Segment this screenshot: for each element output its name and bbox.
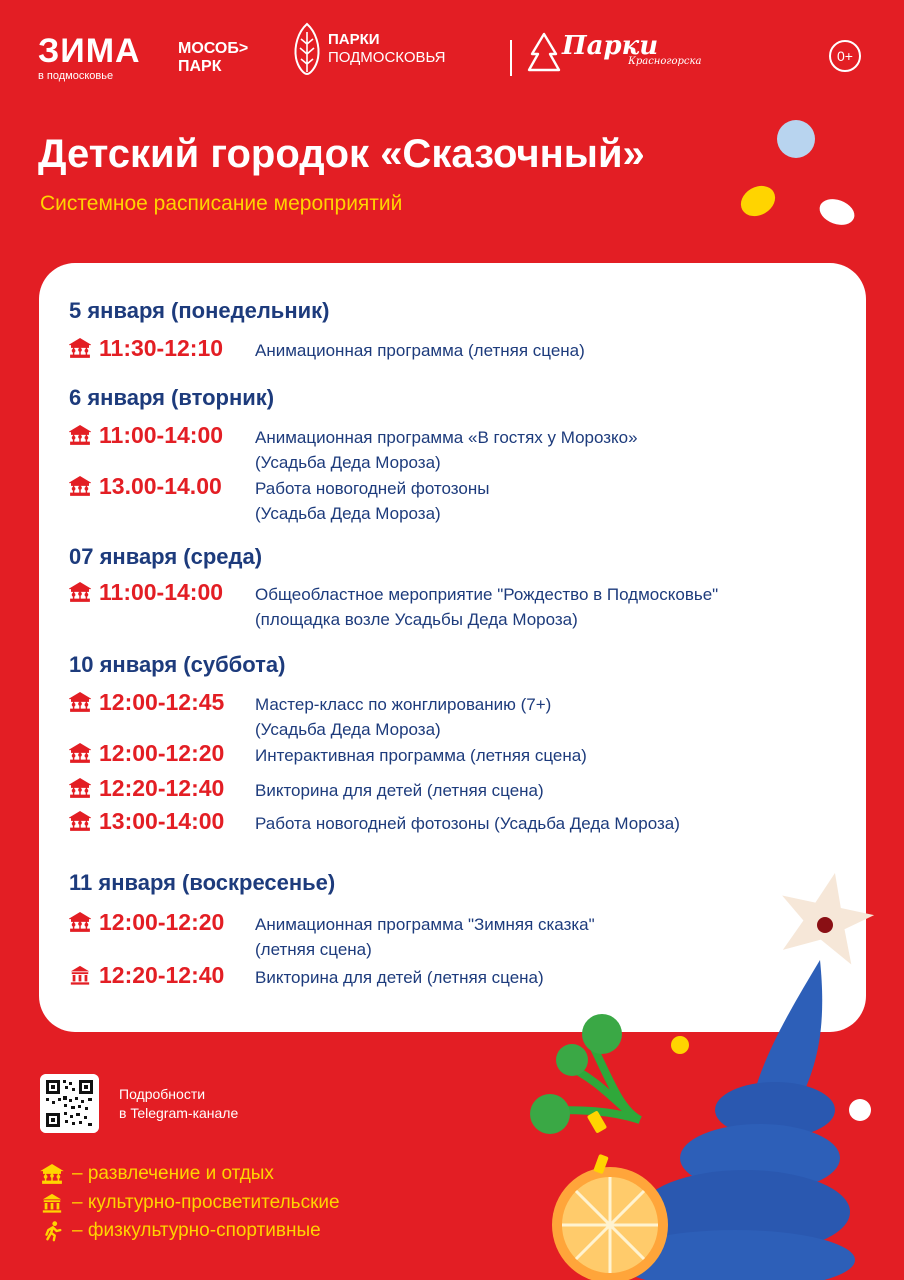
telegram-caption-line2: в Telegram-канале xyxy=(119,1105,239,1121)
legend-item xyxy=(40,1219,321,1243)
schedule-row xyxy=(69,421,638,472)
carousel-icon xyxy=(69,424,91,446)
tree-emblem-icon xyxy=(526,32,562,74)
event-time: 12:20-12:40 xyxy=(99,775,225,801)
event-description xyxy=(255,476,489,526)
krasnogorsk-logo-sub: Красногорска xyxy=(628,56,702,67)
event-description-line: (Усадьба Деда Мороза) xyxy=(255,453,441,472)
event-description xyxy=(255,582,718,632)
event-description xyxy=(255,743,587,768)
event-time: 11:00-14:00 xyxy=(99,579,224,605)
event-time: 12:00-12:45 xyxy=(99,689,225,715)
telegram-caption xyxy=(119,1085,238,1123)
decorative-dots xyxy=(736,115,866,230)
carousel-icon xyxy=(69,691,91,713)
event-description-line: (Усадьба Деда Мороза) xyxy=(255,504,441,523)
event-description-line: (площадка возле Усадьбы Деда Мороза) xyxy=(255,610,578,629)
event-description-line: Викторина для детей (летняя сцена) xyxy=(255,968,544,987)
schedule-card xyxy=(39,263,866,1032)
event-description xyxy=(255,425,638,475)
carousel-icon xyxy=(69,911,91,933)
event-time: 12:00-12:20 xyxy=(99,909,225,935)
carousel-icon xyxy=(69,475,91,497)
event-time: 12:20-12:40 xyxy=(99,962,225,988)
event-description-line: Анимационная программа (летняя сцена) xyxy=(255,341,585,360)
schedule-row xyxy=(69,472,490,523)
carousel-icon xyxy=(69,581,91,603)
qr-code[interactable] xyxy=(40,1074,99,1133)
event-description-line: Интерактивная программа (летняя сцена) xyxy=(255,746,587,765)
mosoblpark-logo-line1: МОСОБ> xyxy=(178,40,249,57)
runner-icon xyxy=(40,1220,64,1242)
parki-krasnogorska-logo xyxy=(526,32,701,74)
event-description-line: Общеобластное мероприятие "Рождество в Подмосковье" xyxy=(255,585,719,604)
event-description-line: (летняя сцена) xyxy=(255,940,372,959)
carousel-icon xyxy=(69,337,91,359)
event-description xyxy=(255,965,544,990)
legend-item xyxy=(40,1191,340,1215)
parki-logo-line1: ПАРКИ xyxy=(328,31,380,48)
event-description-line: Анимационная программа «В гостях у Морозко» xyxy=(255,428,638,447)
age-rating-badge: 0+ xyxy=(829,40,861,72)
mosoblpark-logo xyxy=(178,40,248,76)
event-description-line: Мастер-класс по жонглированию (7+) xyxy=(255,695,552,714)
zima-logo-subtitle: в подмосковье xyxy=(38,70,114,82)
mosoblpark-logo-line2: ПАРК xyxy=(178,58,222,75)
museum-icon xyxy=(40,1192,64,1214)
event-description-line: Работа новогодней фотозоны (Усадьба Деда Мороза) xyxy=(255,814,680,833)
event-description xyxy=(255,338,585,363)
day-heading: 6 января (вторник) xyxy=(69,385,275,410)
carousel-icon xyxy=(69,742,91,764)
legend-item xyxy=(40,1162,274,1186)
legend-label: – развлечение и отдых xyxy=(72,1163,274,1184)
day-heading: 11 января (воскресенье) xyxy=(69,870,336,895)
carousel-icon xyxy=(69,810,91,832)
schedule-row xyxy=(69,739,587,767)
day-heading: 07 января (среда) xyxy=(69,544,263,569)
event-description-line: (Усадьба Деда Мороза) xyxy=(255,720,441,739)
telegram-caption-line1: Подробности xyxy=(119,1086,206,1102)
event-description xyxy=(255,692,551,742)
schedule-row xyxy=(69,688,552,739)
event-time: 12:00-12:20 xyxy=(99,740,225,766)
event-description xyxy=(255,778,544,803)
krasnogorsk-logo-script: Парки xyxy=(562,31,659,61)
event-description-line: Анимационная программа "Зимняя сказка" xyxy=(255,915,595,934)
museum-icon xyxy=(69,964,91,986)
event-time: 13.00-14.00 xyxy=(99,473,222,499)
event-time: 11:00-14:00 xyxy=(99,422,224,448)
carousel-icon xyxy=(69,777,91,799)
schedule-row xyxy=(69,807,680,835)
schedule-row xyxy=(69,334,585,362)
event-description-line: Работа новогодней фотозоны xyxy=(255,479,490,498)
zima-logo-title: ЗИМА xyxy=(38,32,141,70)
day-heading: 10 января (суббота) xyxy=(69,652,286,677)
event-time: 13:00-14:00 xyxy=(99,808,225,834)
event-description xyxy=(255,811,680,836)
leaf-emblem-icon xyxy=(292,22,322,76)
schedule-row xyxy=(69,578,719,629)
logo-divider xyxy=(510,40,512,76)
parki-podmoskovya-logo xyxy=(292,22,446,76)
carousel-icon xyxy=(40,1163,64,1185)
zima-logo xyxy=(38,34,141,82)
schedule-row xyxy=(69,961,544,989)
legend-label: – культурно-просветительские xyxy=(72,1192,340,1213)
legend-label: – физкультурно-спортивные xyxy=(72,1220,321,1241)
parki-logo-line2: ПОДМОСКОВЬЯ xyxy=(328,49,446,66)
event-time: 11:30-12:10 xyxy=(99,335,224,361)
schedule-row xyxy=(69,774,544,802)
page-subtitle: Системное расписание мероприятий xyxy=(40,192,403,215)
day-heading: 5 января (понедельник) xyxy=(69,298,330,323)
event-description-line: Викторина для детей (летняя сцена) xyxy=(255,781,544,800)
page-title: Детский городок «Сказочный» xyxy=(38,132,645,176)
schedule-row xyxy=(69,908,595,959)
event-description xyxy=(255,912,595,962)
